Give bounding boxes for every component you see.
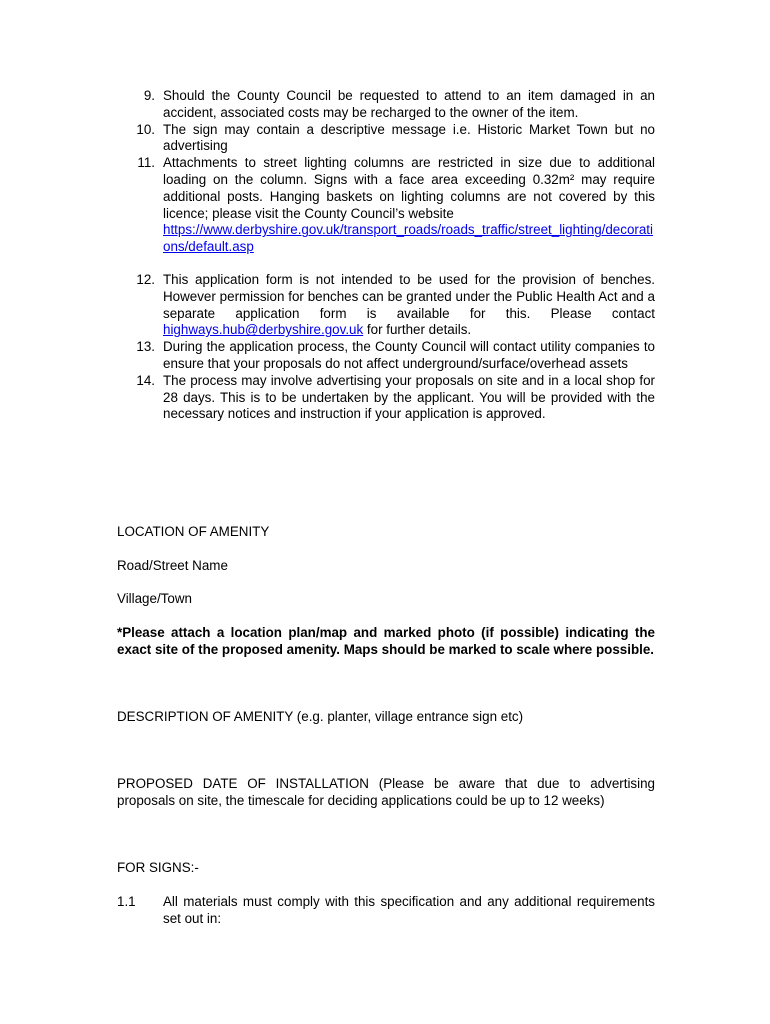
list-item (117, 122, 655, 156)
list-item (117, 88, 655, 122)
item-text-after: for further details. (363, 322, 472, 338)
sub-item (117, 894, 655, 928)
village-town-label: Village/Town (117, 591, 192, 606)
installation-date-heading: PROPOSED DATE OF INSTALLATION (Please be aware that due to advertising proposals on site, the timescale for deciding applications could be up to 12 weeks) (117, 776, 655, 808)
item-number: 14. (136, 372, 155, 388)
sub-item-text: All materials must comply with this specification and any additional requirements set out in: (163, 894, 655, 926)
conditions-list (117, 88, 655, 423)
item-text: During the application process, the County Council will contact utility companies to ensure that your proposals do not affect underground/surface/overhead assets (163, 339, 655, 371)
item-text: The sign may contain a descriptive message i.e. Historic Market Town but no advertising (163, 121, 655, 154)
street-lighting-link[interactable]: https://www.derbyshire.gov.uk/transport_roads/roads_traffic/street_lighting/decorations/default.asp (163, 222, 653, 255)
attach-note: *Please attach a location plan/map and marked photo (if possible) indicating the exact site of the proposed amenity. Maps should be marked to scale where possible. (117, 625, 655, 657)
list-item (117, 373, 655, 423)
road-street-label: Road/Street Name (117, 558, 228, 573)
item-text: The process may involve advertising your proposals on site and in a local shop for 28 days. This is to be undertaken by the applicant. You will be provided with the necessary notices and instruction if your application is approved. (163, 372, 655, 422)
sub-item-number: 1.1 (117, 894, 136, 909)
item-text: Should the County Council be requested to attend to an item damaged in an accident, associated costs may be recharged to the owner of the item. (163, 88, 655, 120)
list-item (117, 339, 655, 373)
list-item (117, 155, 655, 256)
email-link[interactable]: highways.hub@derbyshire.gov.uk (163, 322, 364, 338)
description-heading: DESCRIPTION OF AMENITY (e.g. planter, village entrance sign etc) (117, 709, 524, 724)
item-number: 9. (143, 88, 155, 103)
list-item (117, 272, 655, 339)
item-number: 11. (137, 155, 155, 171)
item-number: 10. (136, 121, 155, 137)
location-heading: LOCATION OF AMENITY (117, 524, 270, 539)
item-number: 13. (136, 339, 155, 355)
signs-heading: FOR SIGNS:- (117, 860, 199, 875)
item-text: Attachments to street lighting columns are restricted in size due to additional loading on the column. Signs with a face area exceeding 0.32m² may require additional posts. Hanging baskets on lighting columns are not covered by this licence; please visit the County Council’s website (163, 155, 655, 221)
item-text: This application form is not intended to be used for the provision of benches. However permission for benches can be granted under the Public Health Act and a separate application form is available for this. Please contact (163, 271, 655, 321)
item-number: 12. (136, 271, 155, 287)
